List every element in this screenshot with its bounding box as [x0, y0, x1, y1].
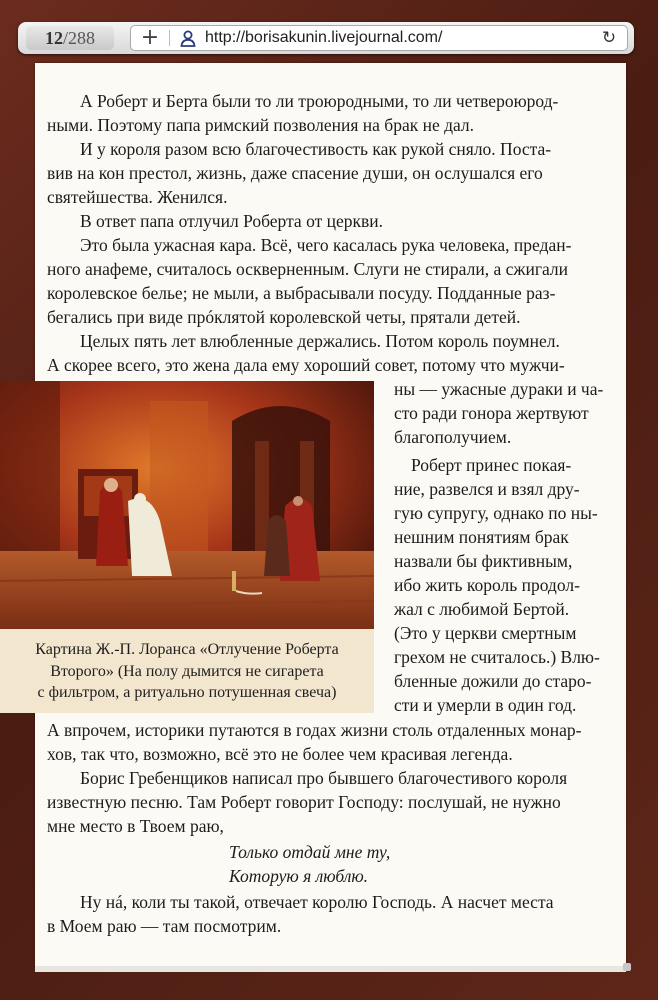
- text-line: бегались при виде прóклятой королевской четы, прятали детей.: [47, 307, 521, 327]
- text-line: Целых пять лет влюбленные держались. Потом король поумнел.: [80, 331, 560, 351]
- url-text[interactable]: http://borisakunin.livejournal.com/: [205, 29, 443, 46]
- painting-image: [0, 381, 374, 629]
- caption-line: Картина Ж.-П. Лоранса «Отлучение Роберта: [35, 641, 339, 658]
- figure: [0, 381, 374, 713]
- address-bar[interactable]: [130, 25, 628, 51]
- painting-illustration: [0, 381, 374, 629]
- page-current: 12: [44, 28, 63, 48]
- text-line: святейшества. Женился.: [47, 187, 228, 207]
- text-line: ние, развелся и взял дру-: [394, 479, 580, 499]
- text-line: мне место в Твоем раю,: [47, 816, 224, 836]
- text-line: назвали бы фиктивным,: [394, 551, 573, 571]
- text-line: сти и умерли в один год.: [394, 695, 577, 715]
- text-line: ными. Поэтому папа римский позволения на брак не дал.: [47, 115, 475, 135]
- text-line: А скорее всего, это жена дала ему хороший совет, потому что мужчи-: [47, 355, 565, 375]
- text-line: бленные дожили до старо-: [394, 671, 592, 691]
- plus-icon[interactable]: +: [140, 25, 160, 50]
- text-line: благополучием.: [394, 427, 512, 447]
- figure-caption: [0, 629, 374, 713]
- text-line: Роберт принес покая-: [411, 455, 572, 475]
- text-line: в Моем раю — там посмотрим.: [47, 916, 282, 936]
- page-counter: [26, 26, 114, 50]
- text-line: И у короля разом всю благочестивость как рукой сняло. Поста-: [80, 139, 552, 159]
- page-total: /288: [62, 28, 95, 48]
- user-icon: [180, 30, 196, 47]
- text-line: ибо жить король продол-: [394, 575, 580, 595]
- scrollbar[interactable]: [623, 963, 631, 971]
- text-line: известную песню. Там Роберт говорит Господу: послушай, не нужно: [47, 792, 561, 812]
- text-line: Ну нá, коли ты такой, отвечает королю Господь. А насчет места: [80, 892, 554, 912]
- text-line: грехом не считалось.) Влю-: [394, 647, 600, 667]
- caption-line: Второго» (На полу дымится не сигарета: [50, 662, 324, 680]
- text-line: королевское белье; не мыли, а выбрасывали посуду. Подданные раз-: [47, 283, 556, 303]
- text-line: ного анафеме, считалось оскверненным. Слуги не стирали, а сжигали: [47, 259, 569, 279]
- verse-line: Только отдай мне ту,: [229, 842, 391, 862]
- text-line: вив на кон престол, жизнь, даже спасение души, он ослушался его: [47, 163, 543, 183]
- text-line: В ответ папа отлучил Роберта от церкви.: [80, 211, 384, 231]
- text-line: сто ради гонора жертвуют: [394, 403, 589, 423]
- verse-line: Которую я люблю.: [229, 866, 369, 886]
- text-line: А Роберт и Берта были то ли троюродными, то ли четвероюрод-: [80, 91, 559, 111]
- reload-icon[interactable]: ↻: [601, 28, 617, 48]
- address-divider: [169, 30, 170, 46]
- browser-toolbar: [18, 22, 634, 54]
- text-line: Борис Гребенщиков написал про бывшего благочестивого короля: [80, 768, 568, 788]
- text-line: хов, так что, возможно, всё это не более чем красивая легенда.: [47, 744, 513, 764]
- text-line: А впрочем, историки путаются в годах жизни столь отдаленных монар-: [47, 720, 582, 740]
- text-line: (Это у церкви смертным: [394, 623, 577, 643]
- text-line: жал с любимой Бертой.: [394, 599, 570, 619]
- text-line: гую супругу, однако по ны-: [394, 503, 598, 523]
- caption-line: с фильтром, а ритуально потушенная свеча): [37, 684, 337, 701]
- text-line: Это была ужасная кара. Всё, чего касалась рука человека, предан-: [80, 235, 572, 255]
- text-line: ны — ужасные дураки и ча-: [394, 379, 604, 399]
- page-bottom-edge: [35, 966, 626, 972]
- text-line: нешним понятиям брак: [394, 527, 569, 547]
